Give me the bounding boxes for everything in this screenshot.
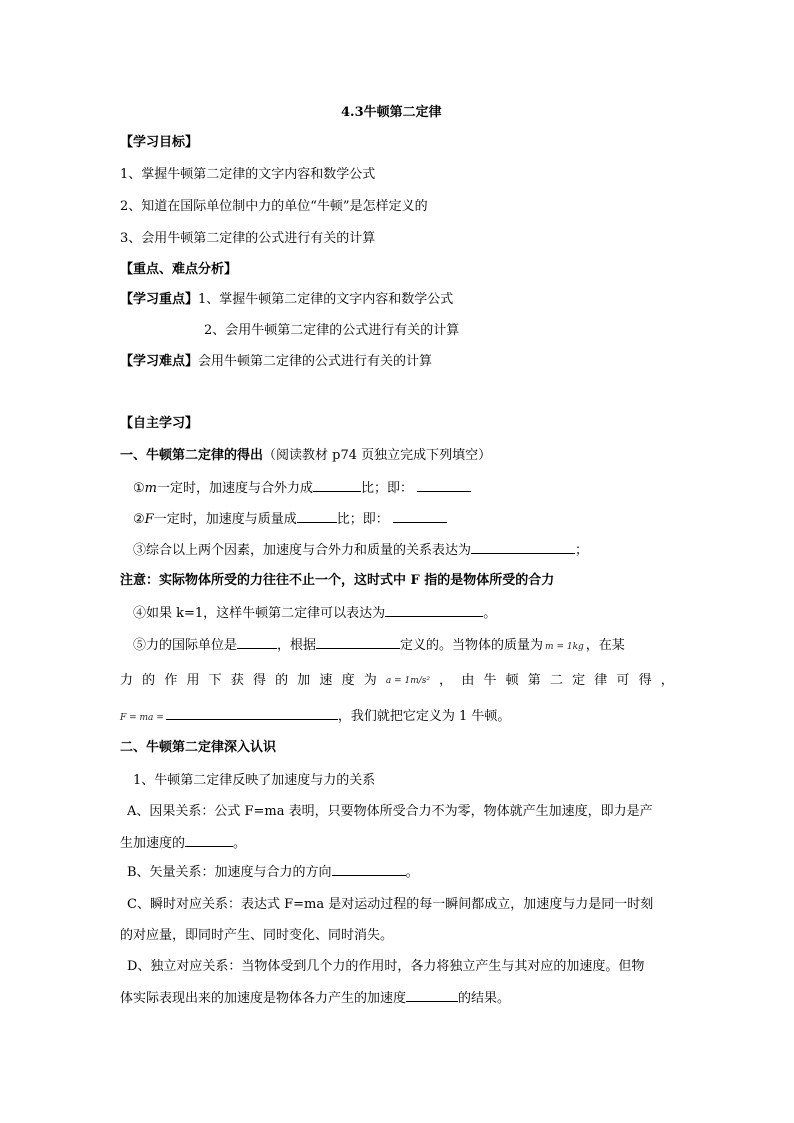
q2-blank-2[interactable] [393,510,447,523]
point-b-text: B、矢量关系：加速度与合力的方向 [127,865,332,880]
q5-char: 的 [142,673,156,688]
q5-char: 下 [208,673,222,688]
q1-blank-1[interactable] [313,479,361,492]
difficult-points-label: 【学习难点】 [120,354,199,369]
point-a-text: 生加速度的 [120,836,186,851]
q5-blank-2[interactable] [316,636,400,649]
q5-char: 律 [594,673,608,688]
q5-text-2: ，根据 [277,638,317,653]
q1-marker: ① [133,481,145,496]
question-5-line-3 [120,707,510,727]
page-title: 4.3牛顿第二定律 [341,105,442,120]
q5-text-1: ⑤力的国际单位是 [133,638,238,653]
q5-char: ， [660,673,674,688]
q1-text: 一定时，加速度与合外力成 [156,481,313,496]
point-a-line-2 [120,834,246,853]
q5-force-formula: F = ma = [120,713,164,723]
section-2-paragraph-1: 1、牛顿第二定律反映了加速度与力的关系 [133,773,376,788]
point-d-line-1: D、独立对应关系：当物体受到几个力的作用时，各力将独立产生与其对应的加速度。但物 [127,959,645,974]
q5-char: ， [439,673,453,688]
point-c-line-2: 的对应量，即同时产生、同时变化、同时消失。 [120,928,394,943]
q5-text-4: ，在某 [585,638,625,653]
key-points-label: 【学习重点】 [120,292,199,307]
point-b [127,863,419,882]
q5-char: 定 [572,673,586,688]
point-a-blank[interactable] [185,834,233,847]
q5-char: 加 [297,673,311,688]
q2-text-2: 比；即： [336,512,389,527]
point-d-line-2 [120,989,510,1008]
goal-item-3: 3、会用牛顿第二定律的公式进行有关的计算 [120,231,376,246]
q2-marker: ② [133,512,145,527]
goals-heading: 【学习目标】 [120,135,199,150]
q5-char: 得 [638,673,652,688]
difficult-point-text: 会用牛顿第二定律的公式进行有关的计算 [198,354,433,369]
q5-char: 二 [549,673,563,688]
q5-char: 为 [363,673,377,688]
section-1-title-line [120,447,491,465]
q3-text: ③综合以上两个因素，加速度与合外力和质量的关系表达为 [133,543,472,558]
q5-text-3: 定义的。当物体的质量为 [400,638,544,653]
q5-char: 力 [120,673,134,688]
q5-char: 速 [319,673,333,688]
analysis-heading: 【重点、难点分析】 [120,262,238,277]
q5-char: 作 [164,673,178,688]
question-5-line-2 [120,672,674,690]
point-d-end: 的结果。 [458,991,511,1006]
q2-blank-1[interactable] [297,510,337,523]
point-b-end: 。 [405,865,419,880]
notice: 注意：实际物体所受的力往往不止一个，这时式中 F 指的是物体所受的合力 [120,573,555,588]
q4-text: ④如果 k=1，这样牛顿第二定律可以表达为 [133,606,386,621]
question-1 [133,479,471,498]
goal-item-2: 2、知道在国际单位制中力的单位“牛顿”是怎样定义的 [120,199,428,214]
key-points-line-1 [120,291,453,309]
q1-blank-2[interactable] [417,479,471,492]
q4-blank[interactable] [385,604,483,617]
section-1-title: 一、牛顿第二定律的得出 [120,448,264,463]
question-2 [133,510,447,529]
section-2-title: 二、牛顿第二定律深入认识 [120,740,277,755]
q1-text-2: 比；即： [361,481,414,496]
q3-blank[interactable] [471,541,575,554]
self-study-heading: 【自主学习】 [120,416,199,431]
goal-item-1: 1、掌握牛顿第二定律的文字内容和数学公式 [120,167,376,182]
q5-char: 顿 [505,673,519,688]
question-3 [133,541,588,560]
q5-char: 度 [341,673,355,688]
q5-blank-3[interactable] [166,707,338,720]
point-c-line-1: C、瞬时对应关系：表达式 F=ma 是对运动过程的每一瞬间都成立，加速度与力是同一时刻 [127,897,654,912]
key-point-2: 2、会用牛顿第二定律的公式进行有关的计算 [204,323,460,338]
q5-char: 用 [186,673,200,688]
q4-end: 。 [483,606,497,621]
q3-end: ； [575,543,589,558]
q5-mass-formula: m = 1kg [545,642,584,652]
section-1-note: （阅读教材 p74 页独立完成下列填空） [263,448,492,463]
question-4 [133,604,496,623]
q1-symbol: m [144,481,157,496]
q5-char: 第 [527,673,541,688]
q5-blank-1[interactable] [237,636,277,649]
q5-char: 可 [616,673,630,688]
q2-text: 一定时，加速度与质量成 [153,512,297,527]
point-b-blank[interactable] [332,863,406,876]
difficult-points-line [120,353,432,371]
point-a-line-1: A、因果关系：公式 F=ma 表明，只要物体所受合力不为零，物体就产生加速度，即力是产 [127,804,653,819]
key-point-1: 1、掌握牛顿第二定律的文字内容和数学公式 [198,292,454,307]
q5-text-5: ，我们就把它定义为 1 牛顿。 [337,709,511,724]
point-d-blank[interactable] [406,989,458,1002]
point-d-text: 体实际表现出来的加速度是物体各力产生的加速度 [120,991,407,1006]
question-5-line-1 [133,636,625,656]
q5-char: 获 [230,673,244,688]
q5-char: 的 [275,673,289,688]
q5-acceleration-formula: a = 1m/s² [385,676,431,686]
q2-symbol: F [144,512,154,527]
point-a-end: 。 [233,836,247,851]
q5-char: 由 [461,673,475,688]
q5-char: 牛 [483,673,497,688]
q5-char: 得 [252,673,266,688]
